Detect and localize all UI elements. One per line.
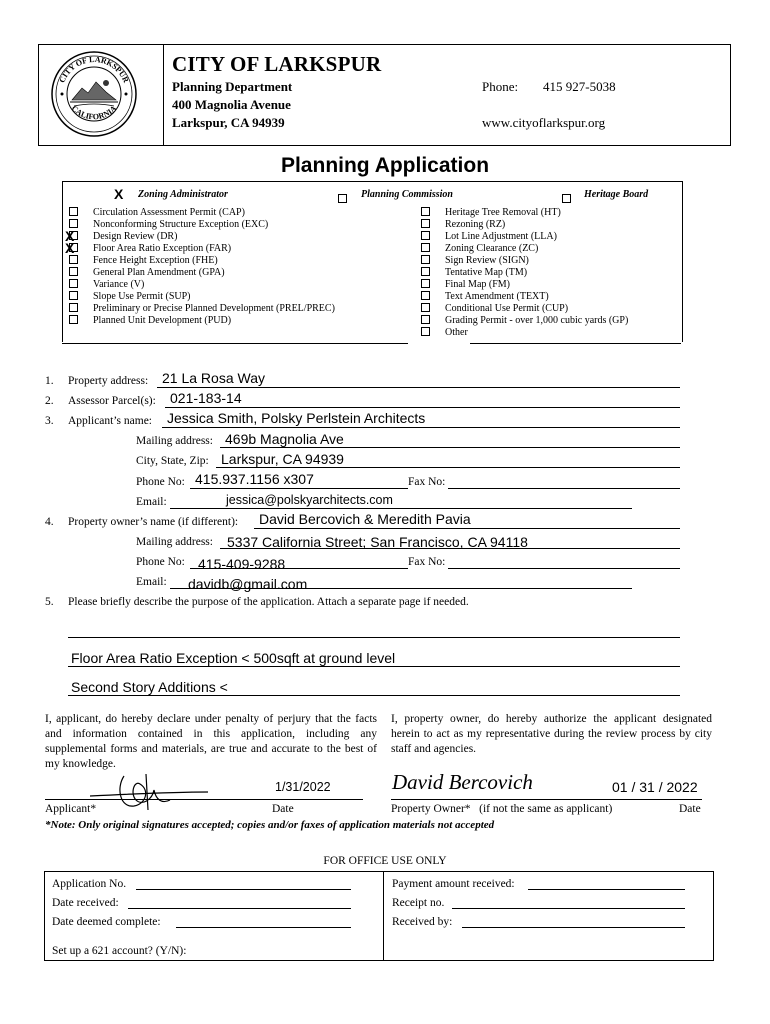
address-line2: Larkspur, CA 94939 bbox=[172, 115, 285, 130]
assessor-parcel-line bbox=[165, 407, 680, 408]
application-type-item[interactable]: Floor Area Ratio Exception (FAR) bbox=[69, 243, 335, 255]
applicant-phone-line bbox=[190, 488, 408, 489]
application-type-item[interactable]: Circulation Assessment Permit (CAP) bbox=[69, 207, 335, 219]
checkbox[interactable] bbox=[421, 279, 430, 288]
assessor-parcel-field[interactable]: 021-183-14 bbox=[170, 390, 242, 406]
application-number-label: Application No. bbox=[52, 878, 127, 890]
purpose-line-3 bbox=[68, 695, 680, 696]
owner-mailing-label: Mailing address: bbox=[136, 536, 213, 548]
checkbox[interactable] bbox=[69, 291, 78, 300]
purpose-line-2 bbox=[68, 666, 680, 667]
question-number: 4. bbox=[45, 516, 54, 528]
application-type-item[interactable]: Slope Use Permit (SUP) bbox=[69, 291, 335, 303]
left-application-types bbox=[69, 207, 335, 327]
checkbox[interactable] bbox=[421, 303, 430, 312]
heritage-board-label: Heritage Board bbox=[584, 189, 649, 200]
checkbox[interactable] bbox=[421, 267, 430, 276]
owner-mailing-field[interactable]: 5337 California Street; San Francisco, CA 94118 bbox=[227, 534, 528, 550]
check-x-mark: X bbox=[114, 186, 124, 202]
right-application-types bbox=[421, 207, 628, 339]
application-type-item[interactable]: Conditional Use Permit (CUP) bbox=[421, 303, 628, 315]
checkbox[interactable] bbox=[69, 303, 78, 312]
owner-phone-label: Phone No: bbox=[136, 556, 185, 568]
checkbox[interactable] bbox=[421, 243, 430, 252]
applicant-signature-image bbox=[90, 770, 210, 812]
question-number: 3. bbox=[45, 415, 54, 427]
applicant-signature-label: Applicant* bbox=[45, 803, 97, 815]
property-owner-field[interactable]: David Bercovich & Meredith Pavia bbox=[259, 511, 471, 527]
application-type-item[interactable]: Sign Review (SIGN) bbox=[421, 255, 628, 267]
city-seal-icon bbox=[50, 50, 138, 138]
applicant-fax-field[interactable] bbox=[448, 488, 680, 489]
checkbox[interactable] bbox=[421, 327, 430, 336]
applicant-city-line bbox=[216, 467, 680, 468]
applicant-date-field[interactable]: 1/31/2022 bbox=[275, 780, 331, 794]
application-type-item[interactable]: Heritage Tree Removal (HT) bbox=[421, 207, 628, 219]
phone-number: 415 927-5038 bbox=[543, 79, 616, 94]
received-by-label: Received by: bbox=[392, 916, 453, 928]
application-type-item[interactable]: Fence Height Exception (FHE) bbox=[69, 255, 335, 267]
seal-text-top: CITY OF LARKSPUR bbox=[57, 54, 131, 85]
checkbox[interactable] bbox=[69, 219, 78, 228]
purpose-field-3[interactable]: Second Story Additions < bbox=[71, 679, 228, 695]
owner-authorization: I, property owner, do hereby authorize the applicant designated herein to act as my representative during the review process by city staff and agencies. bbox=[391, 713, 712, 755]
applicant-declaration: I, applicant, do hereby declare under penalty of perjury that the facts and information contained in this application, including any supplemental forms and materials, are true and accurate to the best of my knowledge. bbox=[45, 713, 377, 770]
application-number-field[interactable] bbox=[136, 889, 351, 890]
owner-email-field[interactable]: davidb@gmail.com bbox=[188, 576, 308, 592]
owner-signature-line bbox=[391, 799, 702, 800]
applicant-email-label: Email: bbox=[136, 496, 167, 508]
property-address-label: Property address: bbox=[68, 375, 149, 387]
applicant-name-label: Applicant’s name: bbox=[68, 415, 152, 427]
checkbox[interactable] bbox=[421, 207, 430, 216]
account-setup-label: Set up a 621 account? (Y/N): bbox=[52, 945, 187, 957]
payment-amount-label: Payment amount received: bbox=[392, 878, 515, 890]
purpose-prompt: Please briefly describe the purpose of the application. Attach a separate page if needed. bbox=[68, 596, 469, 608]
planning-commission-label: Planning Commission bbox=[361, 189, 453, 200]
address-line1: 400 Magnolia Avenue bbox=[172, 97, 291, 112]
application-type-item[interactable]: Tentative Map (TM) bbox=[421, 267, 628, 279]
assessor-parcel-label: Assessor Parcel(s): bbox=[68, 395, 156, 407]
applicant-city-label: City, State, Zip: bbox=[136, 455, 209, 467]
letterhead-divider bbox=[163, 44, 164, 145]
application-type-item[interactable]: Final Map (FM) bbox=[421, 279, 628, 291]
application-type-item[interactable]: Nonconforming Structure Exception (EXC) bbox=[69, 219, 335, 231]
checkbox[interactable] bbox=[69, 315, 78, 324]
checkbox[interactable] bbox=[421, 315, 430, 324]
applicant-email-field[interactable]: jessica@polskyarchitects.com bbox=[226, 493, 393, 507]
checkbox[interactable] bbox=[421, 291, 430, 300]
checkbox[interactable] bbox=[69, 279, 78, 288]
applicant-mailing-line bbox=[220, 447, 680, 448]
office-use-heading: FOR OFFICE USE ONLY bbox=[323, 855, 447, 867]
received-by-field[interactable] bbox=[462, 927, 685, 928]
application-type-item[interactable]: Preliminary or Precise Planned Development (PREL/PREC) bbox=[69, 303, 335, 315]
payment-amount-field[interactable] bbox=[528, 889, 685, 890]
applicant-date-label: Date bbox=[272, 803, 294, 815]
applicant-fax-label: Fax No: bbox=[408, 476, 446, 488]
application-type-item[interactable]: Variance (V) bbox=[69, 279, 335, 291]
zoning-administrator-checkbox[interactable] bbox=[114, 186, 123, 204]
owner-date-label: Date bbox=[679, 803, 701, 815]
question-number: 1. bbox=[45, 375, 54, 387]
application-type-item[interactable]: Grading Permit - over 1,000 cubic yards (GP) bbox=[421, 315, 628, 327]
zoning-administrator-label: Zoning Administrator bbox=[138, 189, 228, 200]
application-type-item[interactable]: Text Amendment (TEXT) bbox=[421, 291, 628, 303]
application-type-item[interactable]: Design Review (DR) bbox=[69, 231, 335, 243]
date-received-field[interactable] bbox=[128, 908, 351, 909]
owner-signature-label: Property Owner* (if not the same as applicant) bbox=[391, 803, 613, 815]
website-link[interactable]: www.cityoflarkspur.org bbox=[482, 115, 606, 130]
check-x-mark: X bbox=[65, 240, 75, 256]
application-type-item[interactable]: Lot Line Adjustment (LLA) bbox=[421, 231, 628, 243]
property-owner-line bbox=[254, 528, 680, 529]
receipt-number-label: Receipt no. bbox=[392, 897, 445, 909]
svg-text:CALIFORNIA bbox=[70, 104, 119, 122]
phone-label: Phone: bbox=[482, 79, 519, 94]
owner-fax-label: Fax No: bbox=[408, 556, 446, 568]
application-type-item[interactable]: General Plan Amendment (GPA) bbox=[69, 267, 335, 279]
property-address-field[interactable]: 21 La Rosa Way bbox=[162, 370, 265, 386]
application-type-item[interactable]: Other bbox=[421, 327, 628, 339]
heritage-board-checkbox[interactable] bbox=[562, 189, 571, 207]
owner-date-field[interactable]: 01 / 31 / 2022 bbox=[612, 779, 698, 795]
property-owner-label: Property owner’s name (if different): bbox=[68, 516, 239, 528]
office-divider bbox=[383, 871, 384, 960]
checkbox[interactable] bbox=[421, 255, 430, 264]
signature-note: *Note: Only original signatures accepted; copies and/or faxes of application materials not accepted bbox=[45, 819, 495, 831]
checkbox[interactable] bbox=[69, 255, 78, 264]
applicant-mailing-label: Mailing address: bbox=[136, 435, 213, 447]
purpose-field-2[interactable]: Floor Area Ratio Exception < 500sqft at ground level bbox=[71, 650, 396, 666]
owner-phone-field[interactable]: 415-409-9288 bbox=[198, 556, 286, 572]
applicant-name-field[interactable]: Jessica Smith, Polsky Perlstein Architects bbox=[167, 410, 426, 426]
checkbox[interactable] bbox=[69, 207, 78, 216]
question-number: 5. bbox=[45, 596, 54, 608]
applicant-signature-line bbox=[45, 799, 363, 800]
city-name: CITY OF LARKSPUR bbox=[172, 52, 382, 76]
owner-fax-field[interactable] bbox=[448, 568, 680, 569]
purpose-line-1[interactable] bbox=[68, 637, 680, 638]
application-type-item[interactable]: Rezoning (RZ) bbox=[421, 219, 628, 231]
applicant-name-line bbox=[162, 427, 680, 428]
other-input-line[interactable] bbox=[470, 343, 681, 344]
question-number: 2. bbox=[45, 395, 54, 407]
page-title: Planning Application bbox=[280, 154, 490, 177]
divider bbox=[62, 343, 408, 344]
receipt-number-field[interactable] bbox=[452, 908, 685, 909]
department-name: Planning Department bbox=[172, 79, 293, 94]
svg-text:CITY OF LARKSPUR bbox=[57, 55, 130, 84]
planning-commission-checkbox[interactable] bbox=[338, 189, 347, 207]
check-x-mark: X bbox=[65, 228, 75, 244]
date-received-label: Date received: bbox=[52, 897, 119, 909]
application-type-item[interactable]: Zoning Clearance (ZC) bbox=[421, 243, 628, 255]
owner-signature: David Bercovich bbox=[392, 770, 533, 794]
letterhead-box bbox=[38, 44, 731, 146]
checkbox[interactable] bbox=[421, 231, 430, 240]
application-type-item[interactable]: Planned Unit Development (PUD) bbox=[69, 315, 335, 327]
date-deemed-complete-field[interactable] bbox=[176, 927, 351, 928]
applicant-mailing-field[interactable]: 469b Magnolia Ave bbox=[225, 431, 344, 447]
owner-email-label: Email: bbox=[136, 576, 167, 588]
seal-text-bottom: CALIFORNIA bbox=[69, 103, 119, 122]
applicant-phone-field[interactable]: 415.937.1156 x307 bbox=[195, 471, 314, 487]
property-address-line bbox=[157, 387, 680, 388]
checkbox[interactable] bbox=[421, 219, 430, 228]
checkbox[interactable] bbox=[69, 267, 78, 276]
applicant-email-line bbox=[170, 508, 632, 509]
applicant-phone-label: Phone No: bbox=[136, 476, 185, 488]
applicant-city-field[interactable]: Larkspur, CA 94939 bbox=[221, 451, 344, 467]
date-deemed-complete-label: Date deemed complete: bbox=[52, 916, 161, 928]
